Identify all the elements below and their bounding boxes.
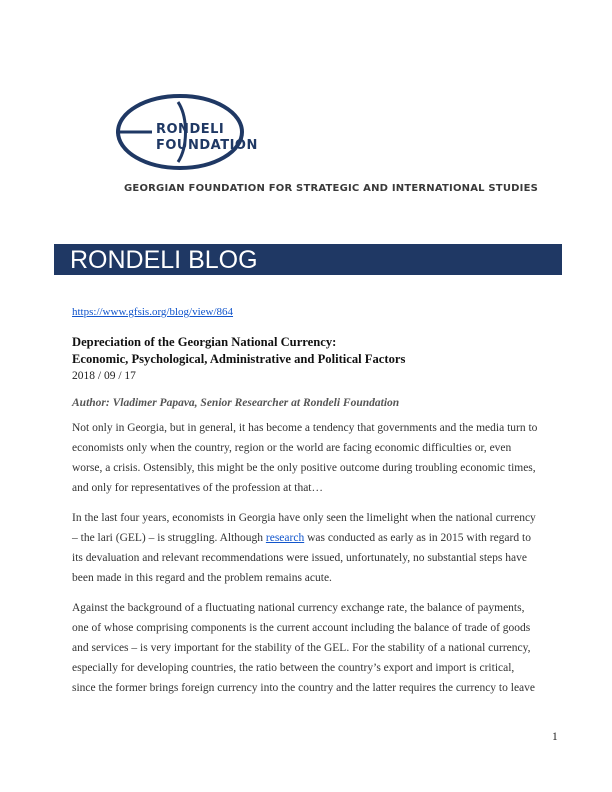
logo-line-1: RONDELI [156,122,225,137]
page-number: 1 [552,731,558,743]
paragraph-line: Against the background of a fluctuating national currency exchange rate, the balance of payments, [72,602,525,614]
article-author: Author: Vladimer Papava, Senior Researcher at Rondeli Foundation [72,397,400,409]
paragraph-line: In the last four years, economists in Georgia have only seen the limelight when the national currency [72,512,536,524]
paragraph-line: and services – is very important for the stability of the GEL. For the stability of a national currency, [72,642,531,654]
paragraph-line: been made in this regard and the problem remains acute. [72,572,332,584]
paragraph-line: worse, a crisis. Ostensibly, this might be the only positive outcome during troubling economic times, [72,462,536,474]
paragraph-line [72,528,542,548]
blog-banner [54,244,562,275]
paragraph-line: since the former brings foreign currency into the country and the latter requires the currency to leave [72,682,536,694]
paragraph-line: economists only when the country, region or the world are facing economic difficulties or, even [72,442,512,454]
banner-title: RONDELI BLOG [70,246,258,274]
tagline: GEORGIAN FOUNDATION FOR STRATEGIC AND INTERNATIONAL STUDIES [124,183,539,194]
paragraph-line: Not only in Georgia, but in general, it has become a tendency that governments and the media turn to [72,422,538,434]
paragraph-text: was conducted as early as in 2015 with regard to [304,532,531,544]
article-title-line-2: Economic, Psychological, Administrative and Political Factors [72,352,406,366]
paragraph-line: its devaluation and relevant recommendations were issued, unfortunately, no substantial steps have [72,552,527,564]
paragraph-1 [72,418,542,498]
article-date: 2018 / 09 / 17 [72,370,136,382]
article-title [72,334,405,368]
paragraph-3 [72,598,542,698]
article-url-link[interactable]: https://www.gfsis.org/blog/view/864 [72,306,234,318]
paragraph-line: one of whose comprising components is the current account including the balance of trade of goods [72,622,531,634]
paragraph-text: – the lari (GEL) – is struggling. Although [72,532,266,544]
logo-line-2: FOUNDATION [156,138,258,153]
paragraph-line: especially for developing countries, the ratio between the country’s export and import is critical, [72,662,515,674]
paragraph-line: and only for representatives of the profession at that… [72,482,324,494]
research-link[interactable]: research [265,532,305,544]
paragraph-2 [72,508,542,588]
article-title-line-1: Depreciation of the Georgian National Currency: [72,335,337,349]
